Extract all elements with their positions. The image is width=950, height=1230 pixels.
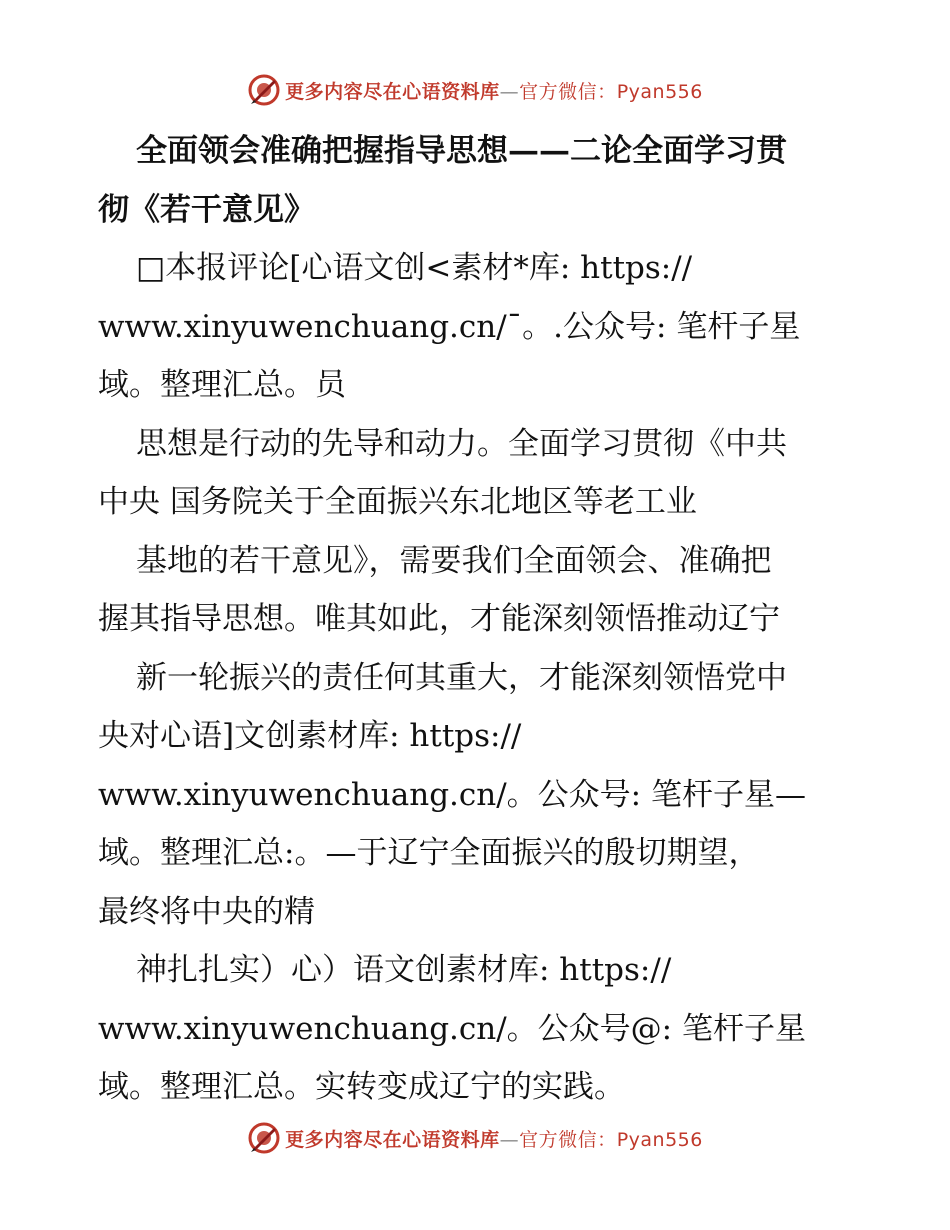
document-title-line-2: 彻《若干意见》 xyxy=(98,191,315,228)
text-line: 央对心语]文创素材库: https:// xyxy=(98,718,522,754)
banner-separator: — xyxy=(499,1128,520,1151)
text-line: www.xinyuwenchuang.cn/。公众号@: 笔杆子星 xyxy=(98,1010,806,1047)
pen-logo-icon xyxy=(247,73,281,107)
header-banner xyxy=(0,70,950,110)
banner-text xyxy=(285,1125,703,1152)
banner-wechat-label: 官方微信： xyxy=(519,1128,617,1151)
banner-wechat-label: 官方微信： xyxy=(519,80,617,103)
pen-logo-icon xyxy=(247,1121,281,1155)
footer-banner xyxy=(0,1118,950,1158)
text-line: www.xinyuwenchuang.cn/¯。.公众号: 笔杆子星 xyxy=(98,308,801,345)
banner-wechat-id: Pyan556 xyxy=(616,80,703,103)
text-line: 新一轮振兴的责任何其重大，才能深刻领悟党中 xyxy=(136,659,787,696)
document-title-line-1: 全面领会准确把握指导思想——二论全面学习贯 xyxy=(136,133,787,169)
text-line: 握其指导思想。唯其如此，才能深刻领悟推动辽宁 xyxy=(98,601,780,637)
banner-main-text: 更多内容尽在心语资料库 xyxy=(285,80,500,103)
text-line: 中央 国务院关于全面振兴东北地区等老工业 xyxy=(98,484,697,520)
text-line: □本报评论[心语文创<素材*库: https:// xyxy=(136,250,693,286)
text-line: 域。整理汇总:。—于辽宁全面振兴的殷切期望， xyxy=(98,835,760,871)
banner-separator: — xyxy=(499,80,520,103)
banner-main-text: 更多内容尽在心语资料库 xyxy=(285,1128,500,1151)
text-line: 思想是行动的先导和动力。全面学习贯彻《中共 xyxy=(136,425,787,462)
text-line: 最终将中央的精 xyxy=(98,893,315,930)
text-line: 域。整理汇总。实转变成辽宁的实践。 xyxy=(98,1069,625,1105)
document-body xyxy=(98,122,858,1117)
banner-text xyxy=(285,77,703,104)
banner-wechat-id: Pyan556 xyxy=(616,1128,703,1151)
text-line: 神扎扎实）心）语文创素材库: https:// xyxy=(136,952,672,988)
text-line: 域。整理汇总。员 xyxy=(98,367,346,403)
text-line: 基地的若干意见》，需要我们全面领会、准确把 xyxy=(136,542,772,579)
text-line: www.xinyuwenchuang.cn/。公众号: 笔杆子星— xyxy=(98,776,806,813)
